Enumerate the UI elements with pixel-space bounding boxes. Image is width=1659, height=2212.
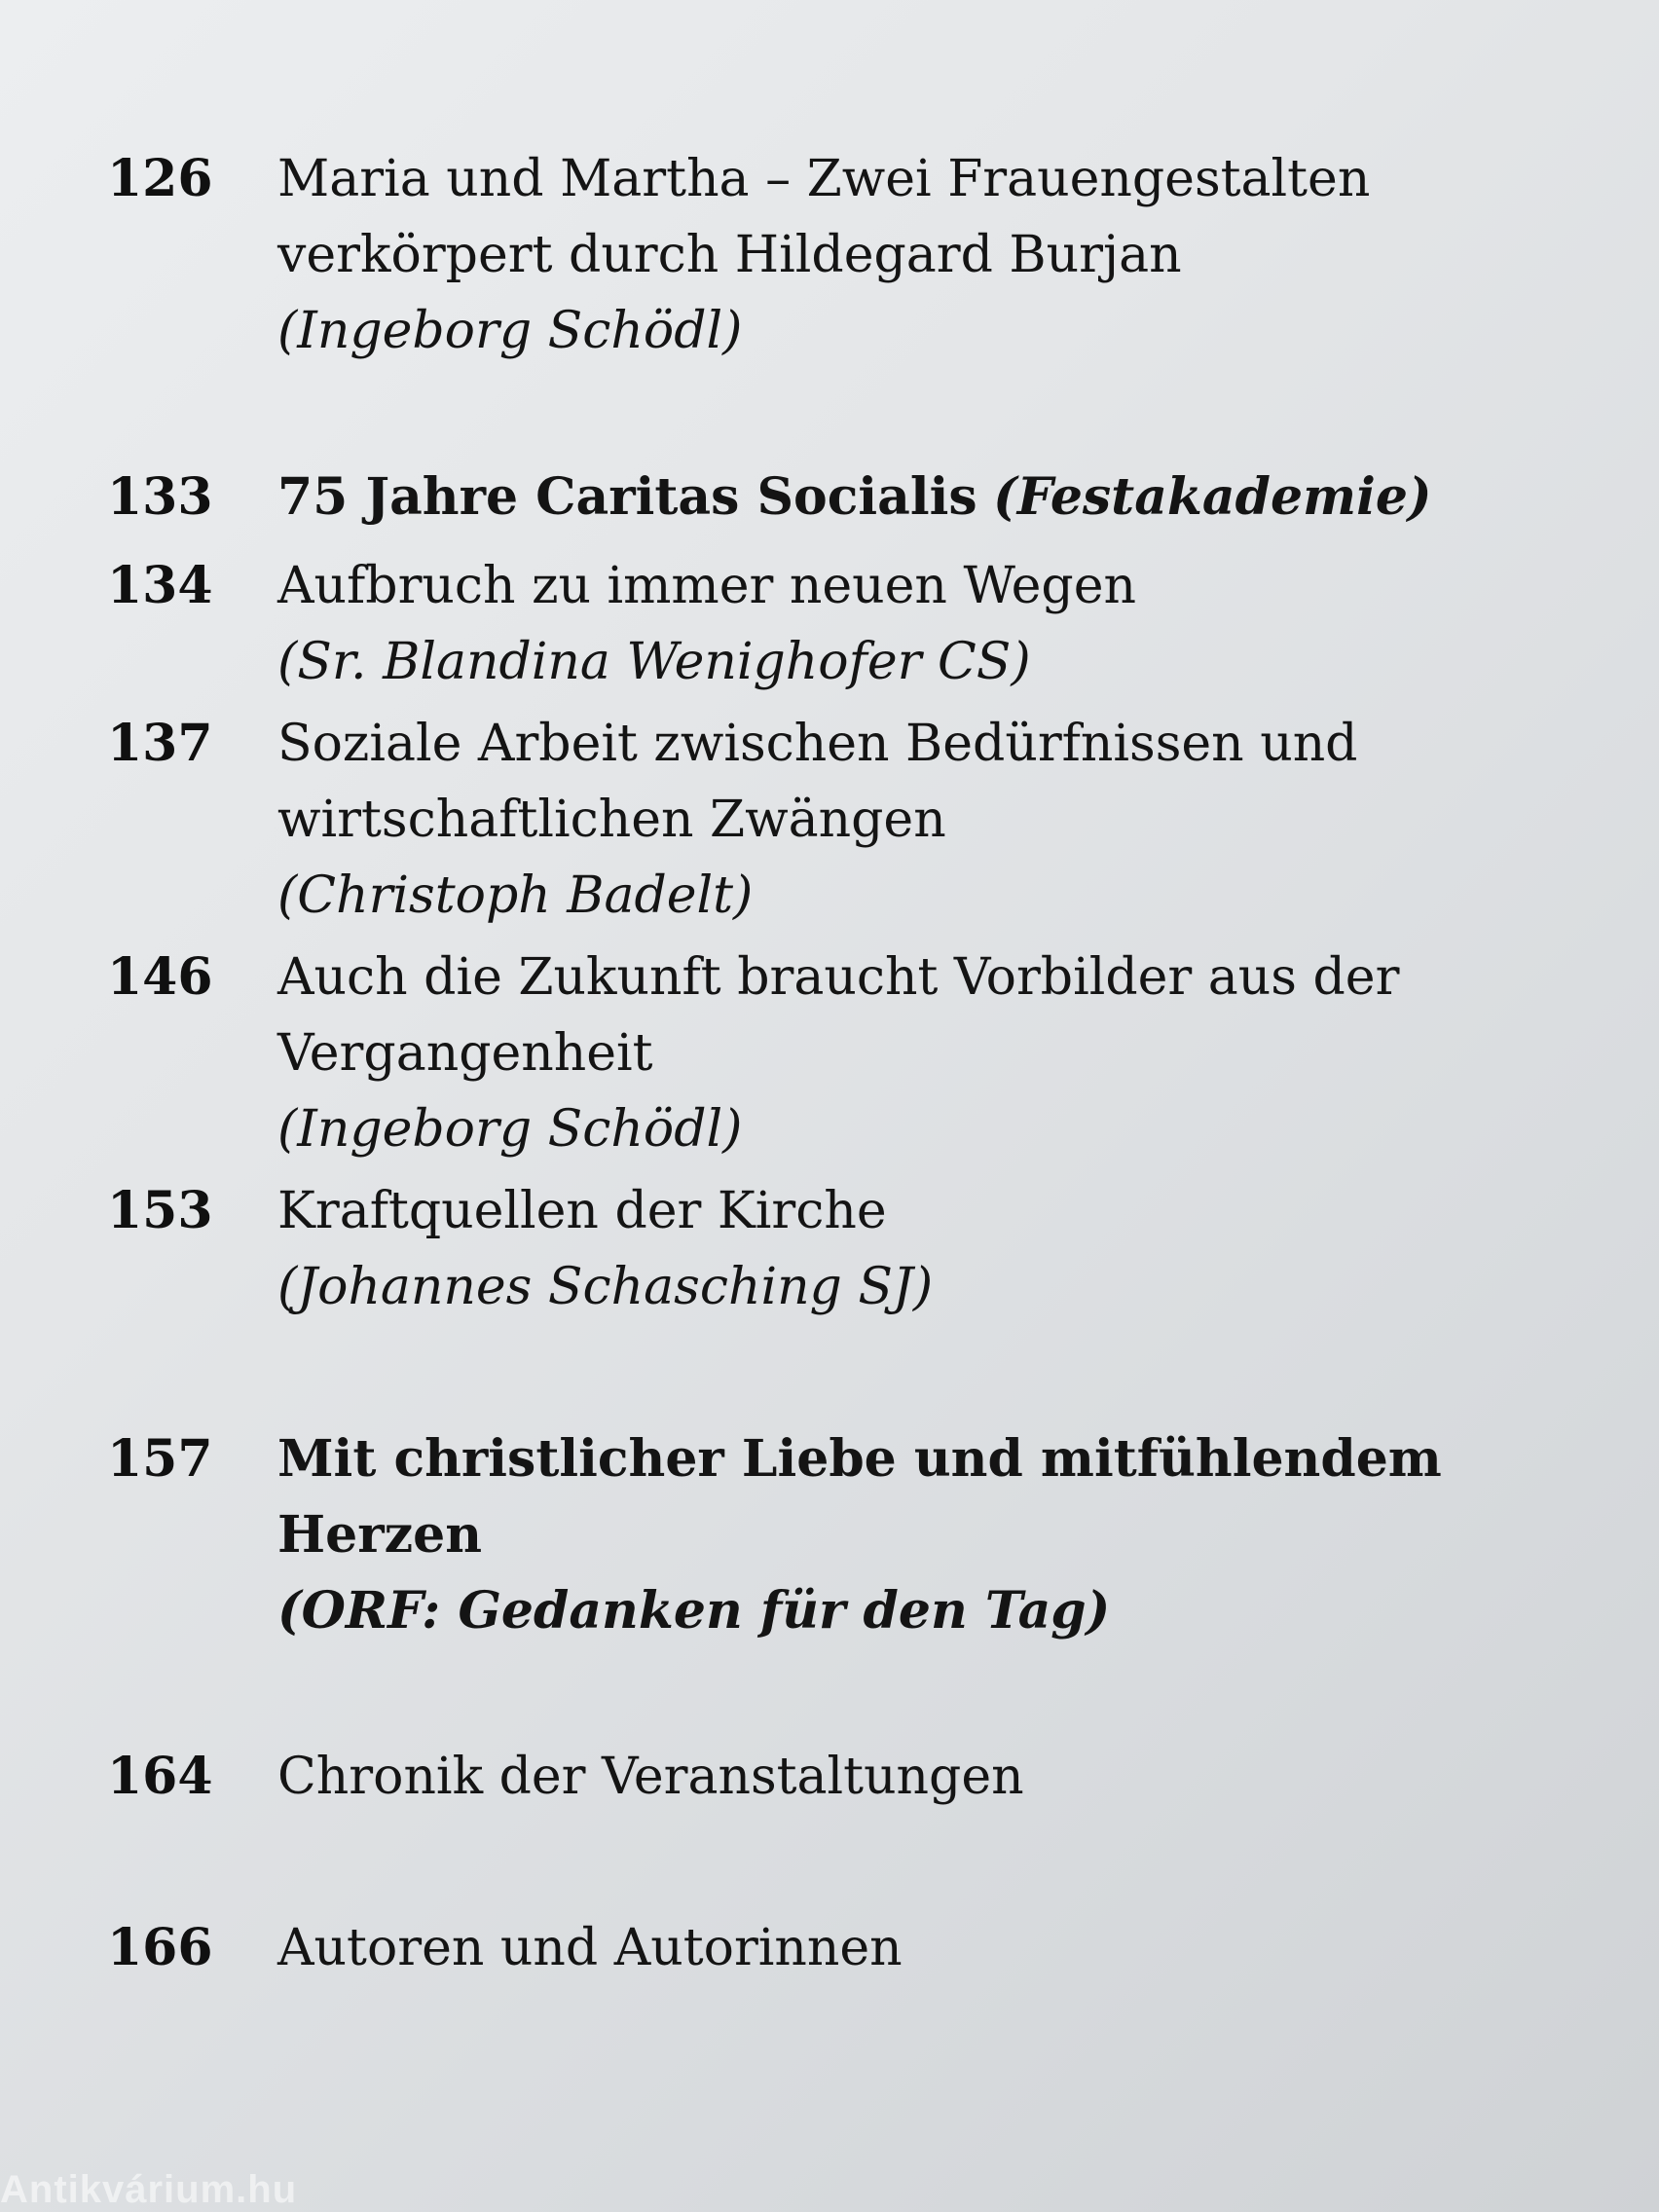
entry-text [277,141,1572,369]
page-number: 126 [107,149,213,208]
entry-text [277,706,1572,934]
entry-title-line: Autoren und Autorinnen [277,1919,903,1977]
section-heading-line: Herzen [277,1505,483,1565]
entry-title-line: Aufbruch zu immer neuen Wegen [277,557,1136,615]
entry-title-line: Kraftquellen der Kirche [277,1182,887,1240]
page-number: 157 [107,1429,213,1489]
watermark: Antikvárium.hu [0,2168,298,2211]
entry-author: (Sr. Blandina Wenighofer CS) [277,633,1031,691]
entry-title-line: Vergangenheit [277,1024,653,1083]
page-number: 166 [107,1918,213,1977]
page-number: 134 [107,556,213,615]
section-heading: 75 Jahre Caritas Socialis [277,467,977,527]
section-heading-line: Mit christlicher Liebe und mitfühlendem [277,1429,1442,1489]
entry-text [277,1910,1572,1986]
entry-text [277,1173,1572,1325]
entry-text [277,460,1572,535]
page-number: 137 [107,714,213,773]
page-number: 133 [107,467,213,527]
entry-title-line: verkörpert durch Hildegard Burjan [277,226,1182,284]
entry-text [277,548,1572,700]
page-number: 146 [107,947,213,1007]
entry-title-line: Soziale Arbeit zwischen Bedürfnissen und [277,715,1358,773]
entry-title-line: Maria und Martha – Zwei Frauengestalten [277,150,1371,208]
entry-title-line: wirtschaftlichen Zwängen [277,791,946,849]
page-number: 153 [107,1181,213,1240]
entry-text [277,1739,1572,1815]
entry-author: (Johannes Schasching SJ) [277,1258,934,1316]
page-number: 164 [107,1747,213,1806]
entry-text [277,940,1572,1167]
entry-author: (Ingeborg Schödl) [277,302,743,360]
entry-author: (Christoph Badelt) [277,866,754,925]
entry-title-line: Auch die Zukunft braucht Vorbilder aus der [277,948,1400,1007]
entry-title-line: Chronik der Veranstaltungen [277,1748,1024,1806]
entry-author: (Ingeborg Schödl) [277,1100,743,1159]
section-heading-note: (ORF: Gedanken für den Tag) [277,1581,1111,1641]
section-heading-note: (Festakademie) [993,467,1432,527]
entry-text [277,1421,1572,1649]
